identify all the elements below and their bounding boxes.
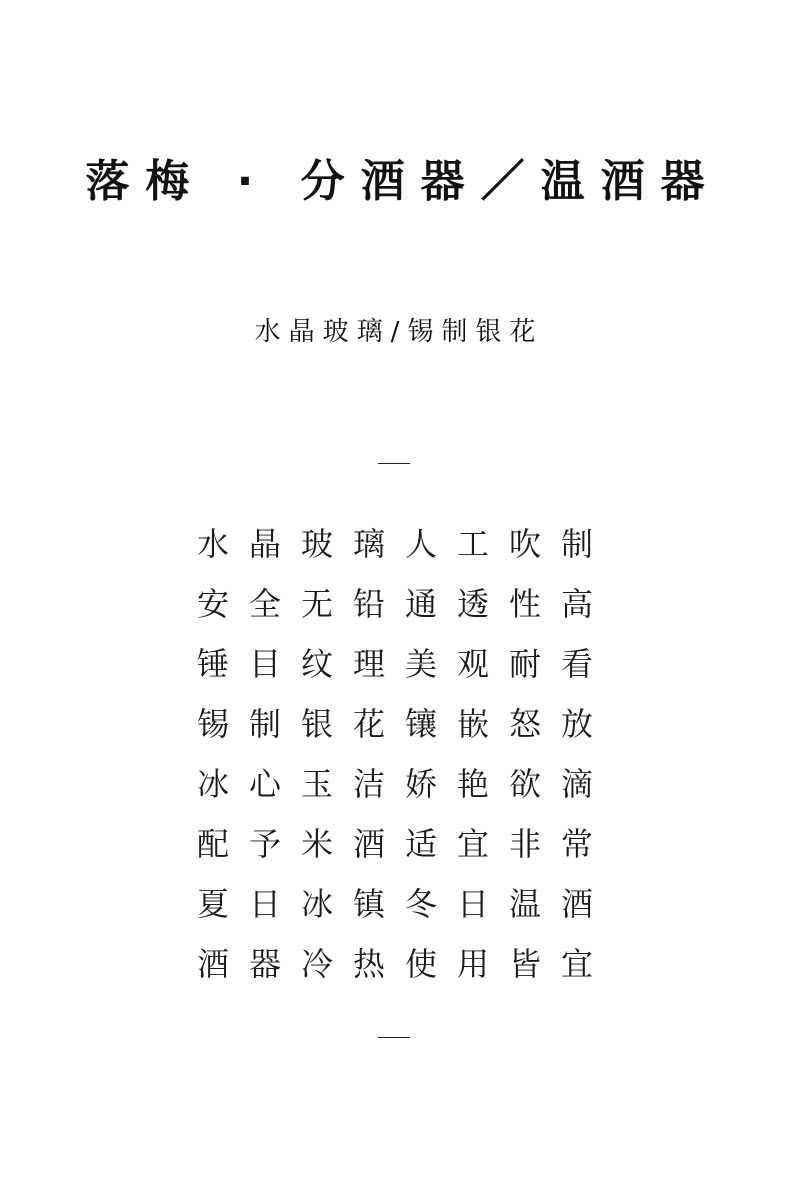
page-title: 落梅 · 分酒器／温酒器 [85,156,721,207]
poem-line-5: 冰心玉洁娇艳欲滴 [196,765,613,803]
poem-block [0,514,790,994]
poem-line-7: 夏日冰镇冬日温酒 [196,885,613,923]
poem-line-8: 酒器冷热使用皆宜 [196,945,613,983]
top-divider [378,463,410,464]
bottom-divider [378,1037,410,1038]
poem-line-6: 配予米酒适宜非常 [196,825,613,863]
poem-line-4: 锡制银花镶嵌怒放 [196,705,613,743]
poem-line-1: 水晶玻璃人工吹制 [196,525,613,563]
poem-line-3: 锤目纹理美观耐看 [196,645,613,683]
subtitle: 水晶玻璃/锡制银花 [254,317,544,347]
poem-line-2: 安全无铅通透性高 [196,585,613,623]
